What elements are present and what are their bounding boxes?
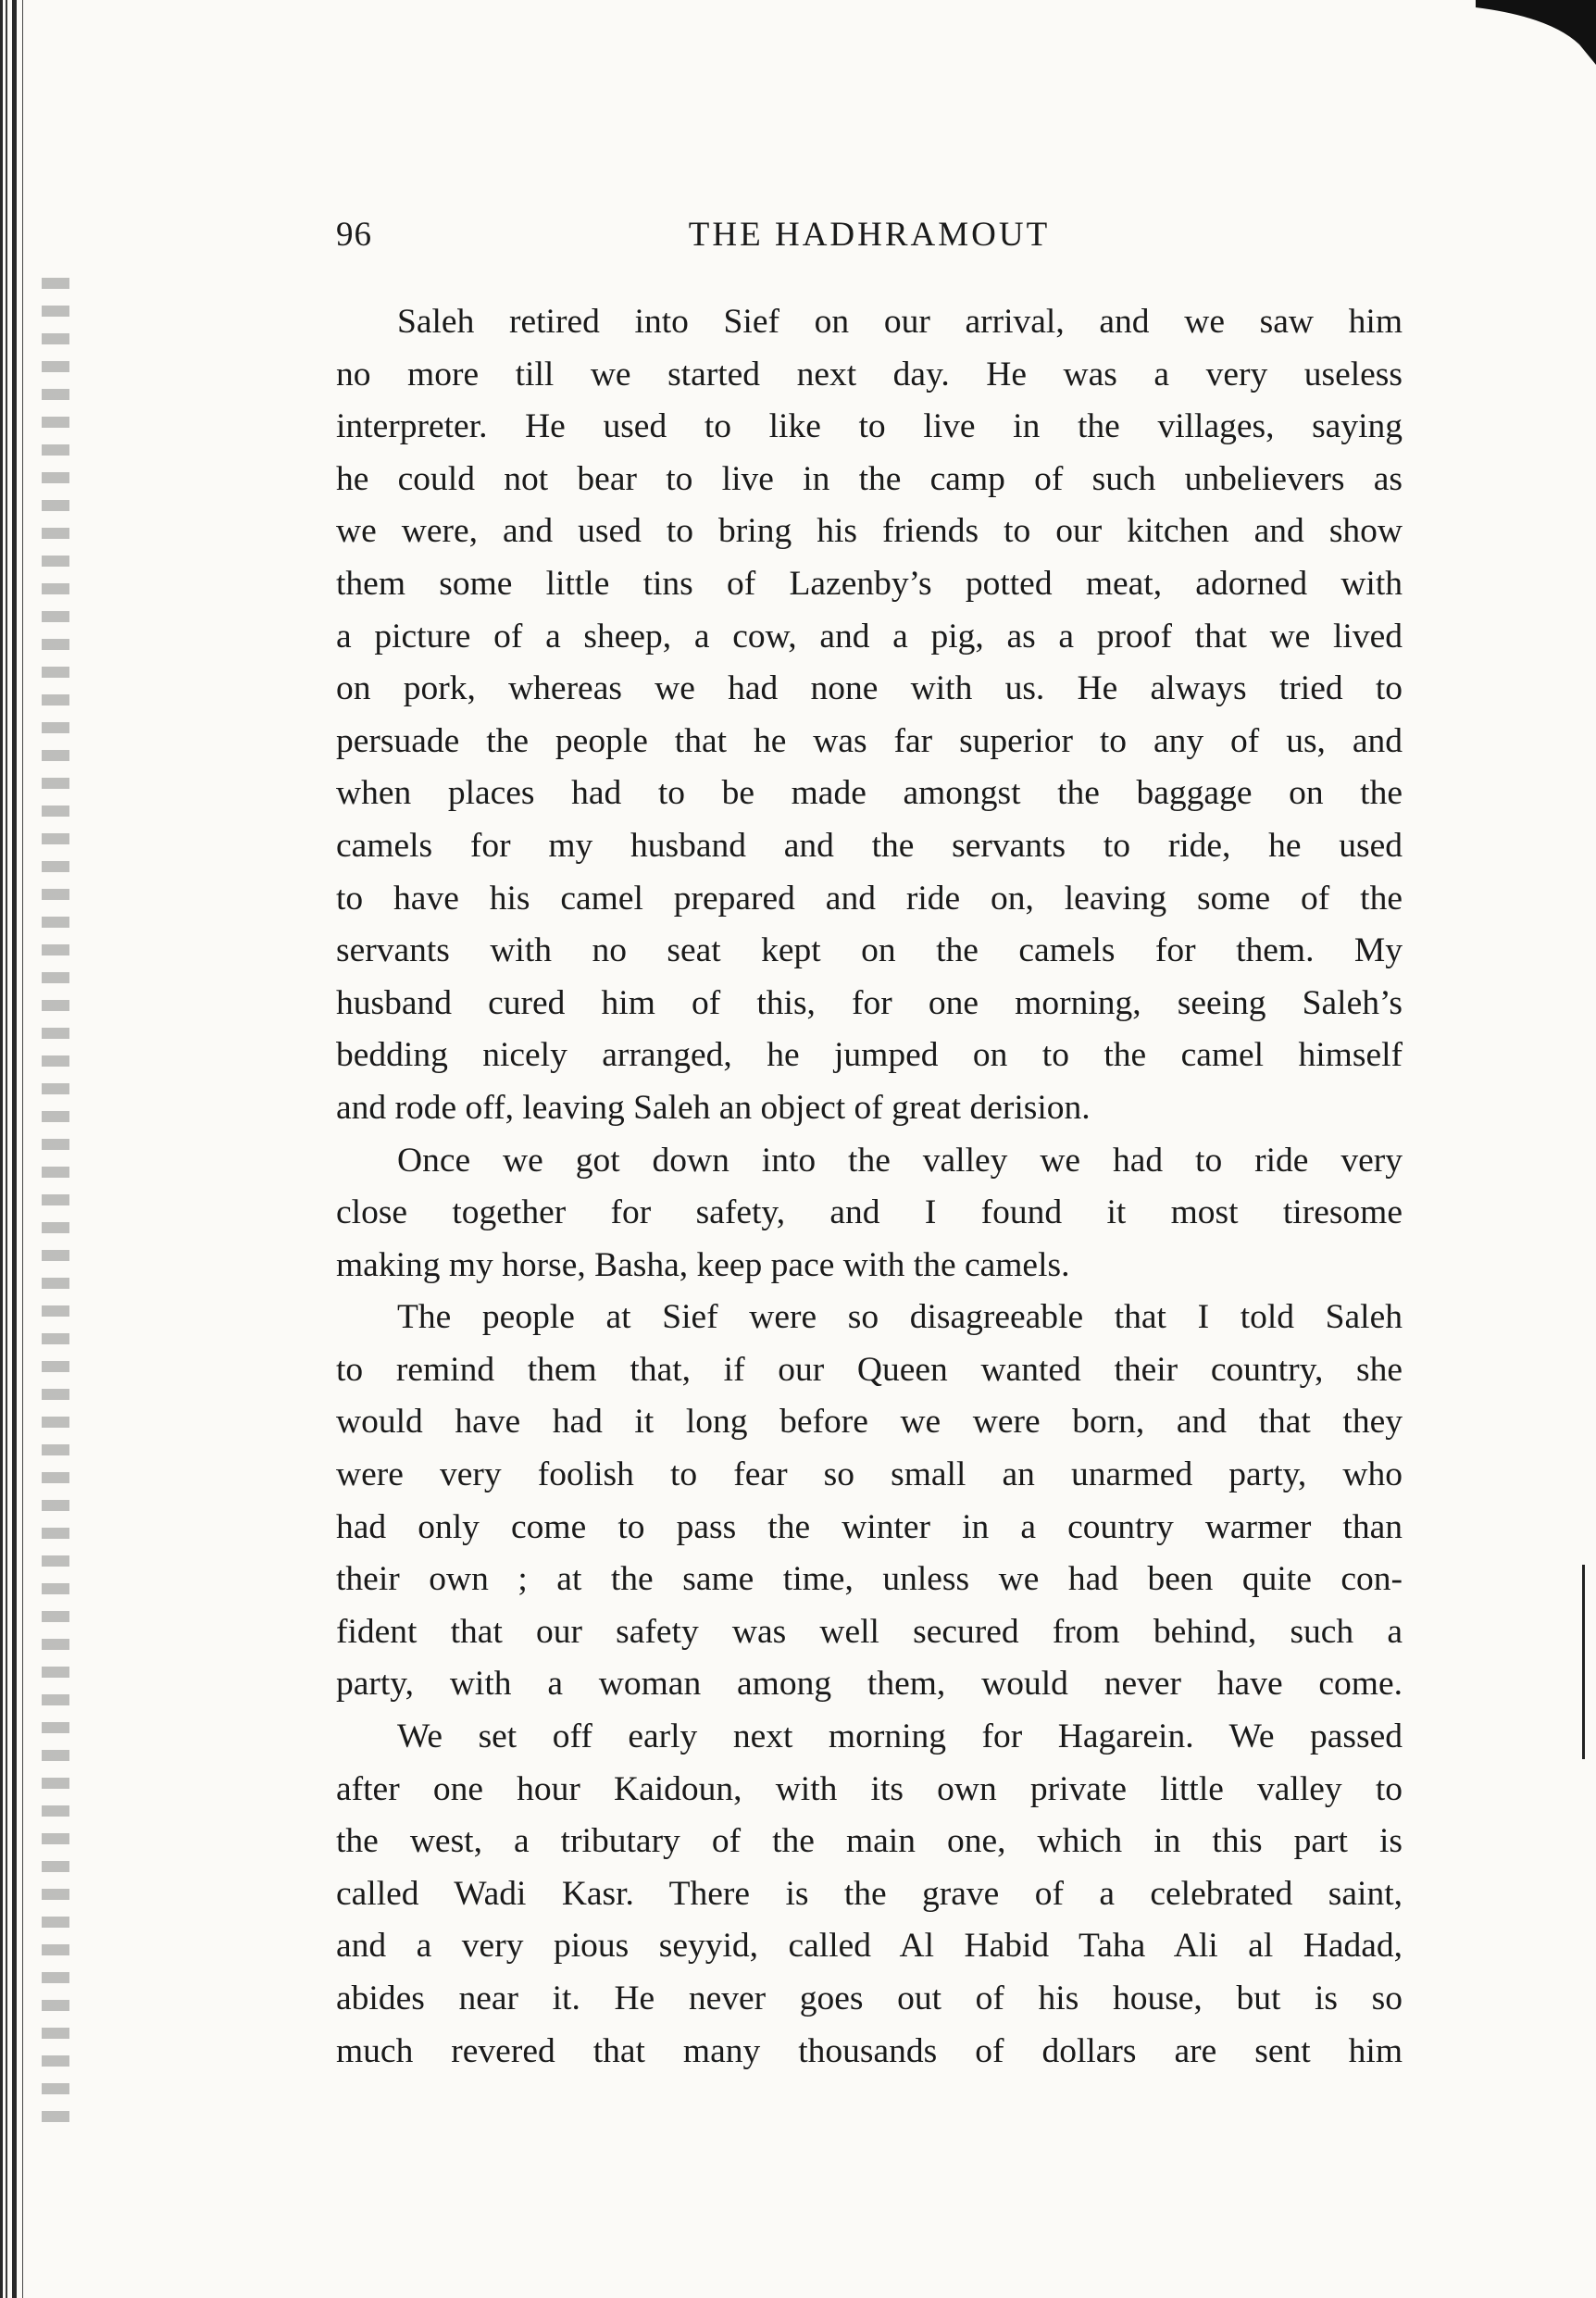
text-line: The people at Sief were so disagreeable that I told Saleh (397, 1298, 1403, 1337)
text-line: servants with no seat kept on the camels for them. My (336, 931, 1403, 970)
text-line: a picture of a sheep, a cow, and a pig, as a proof that we lived (336, 617, 1403, 656)
text-line: would have had it long before we were born, and that they (336, 1403, 1403, 1442)
text-line: their own ; at the same time, unless we had been quite con- (336, 1560, 1403, 1599)
text-line: Once we got down into the valley we had to ride very (397, 1141, 1403, 1180)
page-number: 96 (336, 216, 372, 254)
text-line: We set off early next morning for Hagarein. We passed (397, 1717, 1403, 1756)
binding-shadow (42, 278, 69, 2129)
text-line: on pork, whereas we had none with us. He always tried to (336, 669, 1403, 708)
text-line: party, with a woman among them, would never have come. (336, 1665, 1403, 1704)
right-margin-rule (1582, 1565, 1585, 1759)
text-line: Saleh retired into Sief on our arrival, and we saw him (397, 303, 1403, 341)
text-line: close together for safety, and I found it most tiresome (336, 1193, 1403, 1232)
text-line: interpreter. He used to like to live in the villages, saying (336, 407, 1403, 446)
text-line: no more till we started next day. He was a very useless (336, 355, 1403, 393)
text-line: to have his camel prepared and ride on, leaving some of the (336, 879, 1403, 918)
text-line: making my horse, Basha, keep pace with the camels. (336, 1245, 1070, 1284)
text-line: and rode off, leaving Saleh an object of great derision. (336, 1088, 1091, 1127)
text-line: he could not bear to live in the camp of such unbelievers as (336, 459, 1403, 498)
text-line: to remind them that, if our Queen wanted their country, she (336, 1350, 1403, 1389)
text-line: much revered that many thousands of dollars are sent him (336, 2031, 1403, 2070)
text-line: after one hour Kaidoun, with its own private little valley to (336, 1769, 1403, 1808)
page-header (336, 215, 1403, 259)
page-corner-mark (1476, 0, 1596, 65)
text-line: and a very pious seyyid, called Al Habid Taha Ali al Hadad, (336, 1927, 1403, 1966)
text-line: had only come to pass the winter in a country warmer than (336, 1507, 1403, 1546)
text-line: we were, and used to bring his friends to our kitchen and show (336, 512, 1403, 551)
text-line: husband cured him of this, for one morning, seeing Saleh’s (336, 983, 1403, 1022)
text-line: fident that our safety was well secured from behind, such a (336, 1612, 1403, 1651)
body-text (336, 296, 1403, 2078)
text-line: camels for my husband and the servants to ride, he used (336, 826, 1403, 865)
text-line: were very foolish to fear so small an unarmed party, who (336, 1455, 1403, 1494)
running-title: THE HADHRAMOUT (688, 216, 1051, 254)
text-line: the west, a tributary of the main one, which in this part is (336, 1822, 1403, 1861)
text-line: called Wadi Kasr. There is the grave of a celebrated saint, (336, 1874, 1403, 1913)
text-line: abides near it. He never goes out of his house, but is so (336, 1980, 1403, 2017)
text-line: bedding nicely arranged, he jumped on to the camel himself (336, 1036, 1403, 1075)
text-line: when places had to be made amongst the baggage on the (336, 774, 1403, 813)
text-line: persuade the people that he was far superior to any of us, and (336, 721, 1403, 760)
text-line: them some little tins of Lazenby’s potted meat, adorned with (336, 564, 1403, 603)
